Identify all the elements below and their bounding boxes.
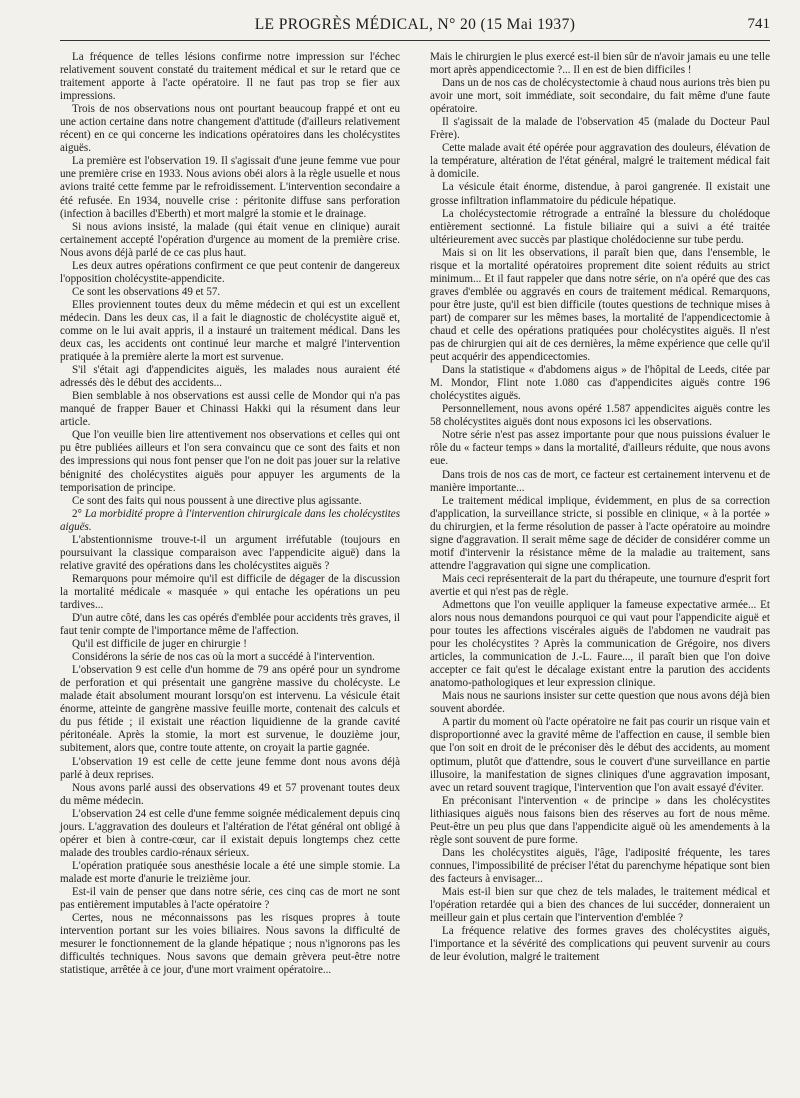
paragraph: Admettons que l'on veuille appliquer la fameuse expectative armée... Et alors nous nous demandons pourquoi ce qui vaut pour l'appendicite aiguë et pour toutes les affections viscérales aiguës de l'abdomen ne vaudrait pas pour les cholécystites ? Après la communication de Grégoire, nos divers articles, la communication de J.-L. Faure..., il paraît bien que l'on doive accepter ce fait qu'est le décalage existant entre la parution des accidents anatomo-pathologiques et leur expression clinique.: [430, 598, 770, 690]
paragraph: Ce sont les observations 49 et 57.: [72, 285, 221, 298]
paragraph: D'un autre côté, dans les cas opérés d'emblée pour accidents très graves, il faut tenir compte de l'importance même de l'affection.: [60, 612, 400, 638]
paragraph: Mais est-il bien sur que chez de tels malades, le traitement médical et l'opération retardée qui a bien des chances de lui succéder, donneraient un meilleur gain et plus certain que l'intervention d'emblée ?: [430, 886, 770, 925]
paragraph: Que l'on veuille bien lire attentivement nos observations et celles qui ont pu être publiées ailleurs et l'on sera convaincu que ce sont des faits et non des impressions qui nous font penser que l'on ne doit pas jouer sur la relative bénignité des cholécystites aiguës pour appuyer les arguments de la temporisation de principe.: [60, 429, 400, 494]
paragraph: Dans un de nos cas de cholécystectomie à chaud nous aurions très bien pu avoir une mort, soit immédiate, soit secondaire, du fait même d'une faute opératoire.: [430, 77, 770, 116]
paragraph: Elles proviennent toutes deux du même médecin et qui est un excellent médecin. Dans les deux cas, il a fait le diagnostic de cholécystite aiguë et, comme on le lui avait appris, il a instauré un traitement médical. Dans les deux cas, les accidents ont continué leur marche et malgré l'intervention pratiquée à la première alerte la mort est survenue.: [60, 298, 400, 364]
paragraph: Le traitement médical implique, évidemment, en plus de sa correction d'application, la surveillance stricte, si possible en clinique, « à la portée » du chirurgien, et la ferme résolution de passer à l'acte opératoire au moindre signe d'aggravation. Il serait même sage de décider de considérer comme un motif d'intervenir la résistance même de la maladie au traitement, sans attendre l'aggravation qui signe une complication.: [430, 494, 770, 572]
paragraph: L'observation 19 est celle de cette jeune femme dont nous avons déjà parlé à deux reprises.: [60, 755, 400, 781]
paragraph: L'opération pratiquée sous anesthésie locale a été une simple stomie. La malade est morte d'anurie le treizième jour.: [60, 859, 400, 885]
paragraph: En préconisant l'intervention « de principe » dans les cholécystites lithiasiques aiguës nous faisons bien des réserves au fort de nous même. Peut-être un peu plus que dans l'appendicite aiguë où les amendements à la règle sont souvent de pure forme.: [430, 794, 770, 846]
paragraph: Mais le chirurgien le plus exercé est-il bien sûr de n'avoir jamais eu une telle mort après appendicectomie ?... Il en est de bien difficiles !: [430, 51, 770, 77]
paragraph: Cette malade avait été opérée pour aggravation des douleurs, élévation de la température, altération de l'état général, malgré le traitement médical fait à domicile.: [430, 142, 770, 181]
paragraph: Dans les cholécystites aiguës, l'âge, l'adiposité fréquente, les tares connues, l'impossibilité de préciser l'état du parenchyme hépatique sont bien des facteurs à envisager...: [430, 846, 770, 885]
paragraph: La première est l'observation 19. Il s'agissait d'une jeune femme vue pour une première crise en 1933. Nous avions obéi alors à la règle usuelle et nous avions traité cette femme par le refroidissement. L'intervention secondaire a été refusée. En 1934, nouvelle crise : péritonite diffuse sans perforation (infection à bacilles d'Eberth) et mort malgré la stomie et le drainage.: [60, 155, 400, 220]
paragraph: L'abstentionnisme trouve-t-il un argument irréfutable (toujours en poursuivant la classique comparaison avec l'appendicite aiguë) dans la relative gravité des opérations dans les cholécystites aiguës ?: [60, 533, 400, 572]
paragraph: La cholécystectomie rétrograde a entraîné la blessure du cholédoque entièrement sectionné. La fistule biliaire qui a suivi a été traitée ultérieurement avec succès par plastique cholédocienne sur tube perdu.: [430, 207, 770, 246]
paragraph: Nous avons parlé aussi des observations 49 et 57 provenant toutes deux du même médecin.: [60, 781, 400, 807]
paragraph: Dans la statistique « d'abdomens aigus » de l'hôpital de Leeds, citée par M. Mondor, Flint note 1.080 cas d'appendicites aiguës contre 196 cholécystites aiguës.: [430, 364, 770, 403]
paragraph: S'il s'était agi d'appendicites aiguës, les malades nous auraient été adressés dès le début des accidents...: [60, 364, 400, 390]
paragraph: L'observation 9 est celle d'un homme de 79 ans opéré pour un syndrome de perforation et qui présentait une gangrène massive du cholécyste. Le malade était absolument mourant lorsqu'on est intervenu. La vésicule était énorme, atteinte de gangrène massive feuille morte, contenait des calculs et du pus fétide ; il existait une réaction liquidienne de la grande cavité péritonéale. Après la stomie, la mort est survenue, le douzième jour, subitement, alors que, contre toute attente, on croyait la partie gagnée.: [60, 664, 400, 755]
page-header: [60, 16, 770, 41]
running-head: LE PROGRÈS MÉDICAL, N° 20 (15 Mai 1937): [254, 16, 576, 33]
left-column: [60, 51, 400, 977]
paragraph: Qu'il est difficile de juger en chirurgie !: [72, 638, 247, 651]
paragraph: Bien semblable à nos observations est aussi celle de Mondor qui n'a pas manqué de frapper Bauer et Chinassi Hakki qui la résument dans leur article.: [60, 390, 400, 429]
paragraph: Mais ceci représenterait de la part du thérapeute, une tournure d'esprit fort avertie et qui n'est pas de règle.: [430, 572, 770, 598]
paragraph: Certes, nous ne méconnaissons pas les risques propres à toute intervention portant sur les voies biliaires. Nous savons la difficulté de mesurer le fonctionnement de la glande hépatique ; nous n'ignorons pas les difficultés techniques. Nous savons que demain grèvera peut-être notre statistique, arrêtée à ce jour, d'une mort vraiment opératoire...: [60, 912, 400, 977]
paragraph: La fréquence relative des formes graves des cholécystites aiguës, l'importance et la sévérité des complications qui peuvent survenir au cours de leur évolution, malgré le traitement: [430, 925, 770, 964]
section-title: La morbidité propre à l'intervention chirurgicale dans les cholécystites aiguës.: [60, 507, 400, 533]
paragraph: Personnellement, nous avons opéré 1.587 appendicites aiguës contre les 58 cholécystites aiguës dont nous exposons ici les observations.: [430, 403, 770, 429]
paragraph: Notre série n'est pas assez importante pour que nous puissions évaluer le rôle du « facteur temps » dans la mortalité, d'ailleurs réduite, que nous avons eue.: [430, 429, 770, 468]
paragraph: La vésicule était énorme, distendue, à paroi gangrenée. Il existait une grosse infiltration inflammatoire du pédicule hépatique.: [430, 181, 770, 207]
paragraph: Si nous avions insisté, la malade (qui était venue en clinique) aurait certainement accepté l'opération d'urgence au moment de la première crise. Nous avons déjà parlé de ce cas plus haut.: [60, 220, 400, 259]
paragraph: Trois de nos observations nous ont pourtant beaucoup frappé et ont eu une action certaine dans notre changement d'attitude (d'ailleurs relativement récent) en ce qui concerne les indications opératoires dans les cholécystites aiguës.: [60, 103, 400, 155]
section-heading: [60, 508, 400, 534]
right-column: [430, 51, 770, 977]
paragraph: Mais si on lit les observations, il paraît bien que, dans l'ensemble, le risque et la mortalité opératoires proprement dite soient réduits au strict minimum... Et il faut rappeler que dans notre série, on n'a opéré que des cas graves d'emblée ou aggravés en cours de traitement médical. Remarquons, pour être juste, qu'il est bien difficile (toutes questions de technique mises à part) de comparer sur les mêmes bases, la mortalité de l'appendicectomie à chaud et celle des opérations pratiquées pour cholécystites aiguës. Il n'est pas de chirurgien qui ait de ces dernières, la même expérience que celle qu'il peut acquérir des appendicectomies.: [430, 246, 770, 364]
paragraph: Considérons la série de nos cas où la mort a succédé à l'intervention.: [72, 651, 375, 664]
paragraph: Ce sont des faits qui nous poussent à une directive plus agissante.: [72, 494, 362, 507]
paragraph: Les deux autres opérations confirment ce que peut contenir de dangereux l'opposition cholécystite-appendicite.: [60, 259, 400, 285]
paragraph: Remarquons pour mémoire qu'il est difficile de dégager de la discussion la mortalité médicale « masquée » qui entache les opérations un peu tardives...: [60, 572, 400, 611]
paragraph: A partir du moment où l'acte opératoire ne fait pas courir un risque vain et disproportionné avec la gravité même de l'affection en cause, il semble bien que l'on soit en droit de le préconiser dès le début des accidents, au moment optimum, plutôt que d'attendre, sous le couvert d'une surveillance en partie illusoire, la manifestation de signes cliniques d'une aggravation imposant, avec un retard souvent tragique, l'intervention que l'on avait essayé d'éviter.: [430, 716, 770, 794]
page-number: 741: [747, 16, 770, 32]
paragraph: Mais nous ne saurions insister sur cette question que nous avons déjà bien souvent abordée.: [430, 690, 770, 716]
section-number: 2°: [72, 507, 82, 520]
paragraph: Dans trois de nos cas de mort, ce facteur est certainement intervenu et de manière importante...: [430, 468, 770, 494]
paragraph: Il s'agissait de la malade de l'observation 45 (malade du Docteur Paul Frère).: [430, 116, 770, 142]
paragraph: La fréquence de telles lésions confirme notre impression sur l'échec relativement souvent constaté du traitement médical et sur le retard que ce traitement apporte à l'acte opératoire. Il ne faut pas trop se fier aux impressions.: [60, 51, 400, 103]
paragraph: Est-il vain de penser que dans notre série, ces cinq cas de mort ne sont pas entièrement imputables à l'acte opératoire ?: [60, 886, 400, 912]
paragraph: L'observation 24 est celle d'une femme soignée médicalement depuis cinq jours. L'aggravation des douleurs et l'altération de l'état général ont obligé à opérer et bien à contre-cœur, car il existait depuis longtemps chez cette malade des troubles cardio-rénaux sérieux.: [60, 807, 400, 859]
text-columns: [60, 51, 770, 977]
